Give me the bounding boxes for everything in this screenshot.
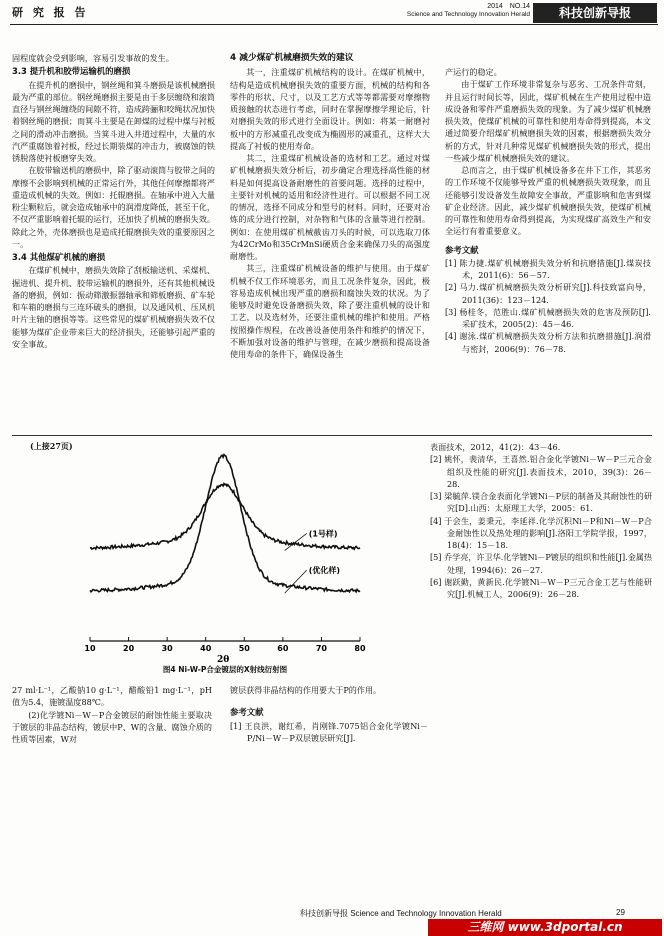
paragraph: 产运行的稳定。 xyxy=(445,67,502,77)
reference-item: 表面技术，2012，41(2)：43－46. xyxy=(430,442,561,452)
column-3 xyxy=(445,66,651,355)
continued-label: (上接27页) xyxy=(30,441,73,451)
x-tick-label: 30 xyxy=(161,644,173,653)
paragraph: 由于煤矿工作环境非常复杂与恶劣、工况条件苛刻，并且运行时间长等，因此，煤矿机械在生产使用过程中造成设备和零件严重磨损失效的现象。为了减少煤矿机械磨损失效，使煤矿机械的可靠性和使用寿命得到提高，本文通过简要介绍煤矿机械磨损失效的因素，根据磨损失效分析的方式，针对几种常见煤矿机械磨损失效的形式，提出一些减少煤矿机械磨损失效的建议。 xyxy=(445,79,651,163)
journal-en-title: Science and Technology Innovation Herald xyxy=(406,11,530,18)
references-title: 参考文献 xyxy=(230,707,264,718)
references-title: 参考文献 xyxy=(445,244,479,255)
section-heading: 3.3 提升机和胶带运输机的磨损 xyxy=(12,66,131,77)
figure-caption: 图4 Ni-W-P合金镀层的X射线衍射图 xyxy=(162,665,288,674)
watermark: 三维网 www.3dportal.cn xyxy=(428,919,662,936)
reference-item: [2] 马力.煤矿机械磨损失效分析研究[J].科技致富向导，2011(36)：123－124. xyxy=(445,282,651,305)
column-1 xyxy=(12,52,215,350)
paragraph: 其二，注重煤矿机械设备的选材和工艺。通过对煤矿机械磨损失效分析后，初步确定合理选择高性能的材料是如何提高设备耐磨性的首要问题。选择的过程中，主要针对机械的适用和经济性进行。可以根据不同工况的情况，选择不同成分和型号的材料。同时，还要对冶炼的成分进行控制，对杂物和气体的含量等进行控制。例如：在使用煤矿机械截齿刀头的时候，可以选取刀体为42CrMo和35CrMnSi硬质合金来确保刀头的高强度耐磨性。 xyxy=(230,153,430,261)
paragraph: 在胶带输送机的磨损中，除了驱动滚筒与胶带之间的摩擦不会影响到机械的正常运行外，其他任何摩擦都将严重造成机械的失效。例如：托辊磨损。在轴承中进入大量粉尘颗粒后，就会造成轴承中的润滑度降低，甚至干化，不仅严重影响着托辊的运行，还加快了机械的磨损失效。除此之外，壳体磨损也是造成托辊磨损失效的重要原因之一。 xyxy=(12,165,215,249)
series-line xyxy=(90,484,360,549)
reference-item: [2] 姚怀，裴清华，王喜然.铝合金化学镀Ni－W－P三元合金组织及性能的研究[J].表面技术，2010，39(3)：26－28. xyxy=(430,454,652,489)
x-axis-label: 2θ xyxy=(216,655,230,663)
reference-item: [4] 谢泳.煤矿机械磨损失效分析方法和抗磨措施[J].润滑与密封，2006(9)：76－78. xyxy=(445,331,651,354)
page-number: 29 xyxy=(616,908,625,917)
paragraph: 总而言之，由于煤矿机械设备多在井下工作，其恶劣的工作环境不仅能够导致严重的机械磨损失效现象，而且还能够引发设备发生故障安全事故，严重影响和危害到煤矿企业经济。因此，减少煤矿机械磨损失效，使煤矿机械的可靠性和使用寿命得到提高，为实现煤矿高效生产和安全运行有着重要意义。 xyxy=(445,165,651,237)
reference-item: [3] 梁毓萍.镁合金表面化学镀Ni－P层的制备及其耐蚀性的研究[D].山西：太原理工大学，2005：61. xyxy=(430,491,652,514)
reference-item: [1] 陈力捷.煤矿机械磨损失效分析和抗磨措施[J].煤炭技术，2011(6)：56－57. xyxy=(445,257,651,280)
section-label: 研 究 报 告 xyxy=(12,6,89,19)
x-tick-label: 10 xyxy=(84,644,96,653)
reference-item: [3] 杨桂冬，范胜山.煤矿机械磨损失效的危害及预防[J].采矿技术，2005(2)：45－46. xyxy=(445,306,651,329)
paragraph: 镀层获得非晶结构的作用要大于P的作用。 xyxy=(230,685,382,695)
series-leader xyxy=(285,533,307,550)
references-list xyxy=(445,257,651,355)
header-divider xyxy=(10,24,658,25)
bottom-middle-column xyxy=(230,684,428,744)
series-leader xyxy=(285,570,307,593)
paragraph: 其一，注重煤矿机械结构的设计。在煤矿机械中，结构是造成机械磨损失效的重要方面，机械的结构和各零件的形状、尺寸，以及工艺方式等等都需要对摩擦物质接触的状态进行考虑，同时在掌握摩擦学理论后，针对磨损失效的形式进行全面设计。例如：将某一耐磨衬板中的方形减重孔改变成为椭圆形的减重孔，这样大大提高了衬板的使用寿命。 xyxy=(230,67,430,151)
issue-number: 2014 NO.14 xyxy=(487,3,530,10)
paragraph: (2)化学镀Ni－W－P合金镀层的耐蚀性能主要取决于镀层的非晶态结构，镀层中P、W的含量、腐蚀介质的性质等因素，W对 xyxy=(12,709,212,744)
paragraph: 在提升机的磨损中，钢丝绳和箕斗磨损是该机械磨损最为严重的部位。钢丝绳磨损主要是由于多层缠绕和滚筒直径与钢丝绳缠绕的间隙不符，造成跨骊和咬绳状况加快着钢丝绳的磨损；而箕斗主要是在卸煤的过程中煤与衬板之间的滑动冲击磨损。当箕斗进入井道过程中，大量的水汽严重腐蚀着衬板，经过长期装煤的冲击力，被腐蚀的铁锈脱落使衬板磨穿失效。 xyxy=(12,79,215,163)
x-tick-label: 80 xyxy=(354,644,366,653)
journal-header xyxy=(370,3,530,19)
reference-item: [5] 乔学亮，许卫华.化学镀Ni－P镀层的组织和性能[J].金属热处理，1994(6)：26－27. xyxy=(430,552,652,575)
references-list xyxy=(430,441,652,600)
column-2 xyxy=(230,52,430,360)
reference-item: [6] 谢跃勤，黄新民.化学镀Ni－W－P三元合金工艺与性能研究[J].机械工人，2006(9)：26－28. xyxy=(430,576,652,599)
bottom-right-column xyxy=(430,441,652,600)
series-label: (优化样) xyxy=(308,566,341,576)
section-heading: 3.4 其他煤矿机械的磨损 xyxy=(12,252,106,262)
plot-area xyxy=(84,455,366,663)
x-tick-label: 70 xyxy=(315,644,327,653)
paragraph: 在煤矿机械中，磨损失效除了刮板输送机、采煤机、掘进机、提升机、胶带运输机的磨损外，还有其他机械设备的磨损，例如：振动筛激振器轴承和筛板磨损、矿车轮和车箱的磨损与三连环破头的磨损，以及通风机、压风机叶片主轴的磨损等等。这些常见的煤矿机械磨损失效不仅能够为煤矿企业带来巨大的经济损失，还能够引起严重的安全事故。 xyxy=(12,265,215,349)
reference-item: [4] 于会生，姜秉元，李延祥.化学沉积Ni－P和Ni－W－P合金耐蚀性以及热处理的影响[J].洛阳工学院学报，1997，18(4)：15－18. xyxy=(430,515,652,550)
series-label: (1号样) xyxy=(308,529,338,539)
x-tick-label: 40 xyxy=(200,644,212,653)
journal-brand: 科技创新导报 xyxy=(533,3,657,23)
footer-journal: 科技创新导报 Science and Technology Innovation Herald xyxy=(300,909,502,918)
paragraph: 其三，注重煤矿机械设备的维护与使用。由于煤矿机械不仅工作环境恶劣，而且工况条件复杂，因此，极容易造成机械出现严重的磨损和腐蚀失效的状况。为了能够及时避免设备磨损失效，除了要注重机械的设计和工艺，以及选材外，还要注重机械的维护和使用。严格按照操作规程，在改善设备使用条件和维护的情况下，不断加强对设备的维护与管理，在减少磨损和提高设备使用寿命的条件下，确保设备生 xyxy=(230,263,430,359)
article-divider xyxy=(12,435,652,436)
paragraph: 27 ml·L⁻¹，乙酸钠10 g·L⁻¹，醋酸铅1 mg·L⁻¹，pH值为5.4，施镀温度88℃。 xyxy=(12,685,212,708)
section-heading: 4 减少煤矿机械磨损失效的建议 xyxy=(230,53,354,63)
bottom-left-column xyxy=(12,684,212,745)
references-list xyxy=(230,720,428,745)
reference-item: [1] 王良洪，谢红希，肖刚锋.7075铝合金化学镀Ni－P/Ni－W－P双层镀层研究[J]. xyxy=(230,720,428,743)
x-tick-label: 50 xyxy=(238,644,250,653)
x-tick-label: 60 xyxy=(277,644,289,653)
xrd-chart xyxy=(70,453,380,663)
paragraph: 固程度就会受到影响，容易引发事故的发生。 xyxy=(12,53,174,63)
x-tick-label: 20 xyxy=(123,644,135,653)
